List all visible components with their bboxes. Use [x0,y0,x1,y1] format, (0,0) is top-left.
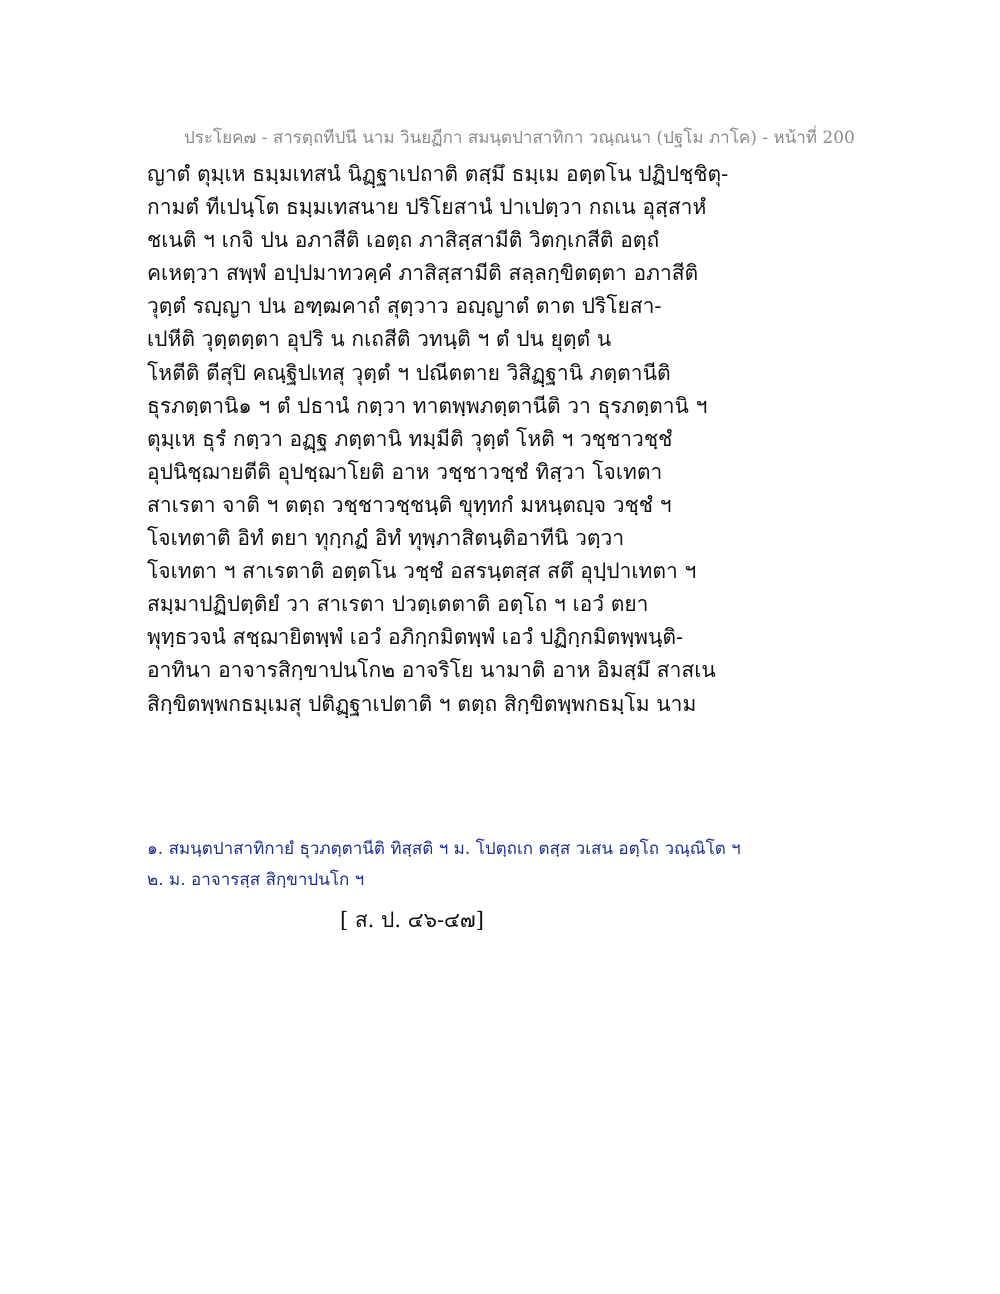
text-line: กามตํ ทีเปนฺโต ธมฺมเทสนาย ปริโยสานํ ปาเปตฺวา กถเน อุสฺสาหํ [147,195,707,220]
text-line: คเหตฺวา สพฺพํ อปฺปมาทวคฺคํ ภาสิสฺสามีติ สลฺลกฺขิตตฺตา อภาสีติ [147,261,699,286]
text-line: โหตีติ ตีสุปิ คณฺฐิปเทสุ วุตฺตํ ฯ ปณีตตาย วิสิฏฺฐานิ ภตฺตานีติ [147,360,671,385]
page-reference: [ ส. ป. ๔๖-๔๗] [340,908,484,932]
text-line: สมฺมาปฏิปตฺติยํ วา สาเรตา ปวตฺเตตาติ อตฺโถ ฯ เอวํ ตยา [147,592,649,617]
text-line: โจเทตาติ อิทํ ตยา ทุกฺกฏํ อิทํ ทุพฺภาสิตนฺติอาทีนิ วตฺวา [147,526,625,551]
text-line: ธุรภตฺตานิ๑ ฯ ตํ ปธานํ กตฺวา ทาตพฺพภตฺตานีติ วา ธุรภตฺตานิ ฯ [147,393,708,418]
text-line: ญาตํ ตุมฺเห ธมฺมเทสนํ นิฏฺฐาเปถาติ ตสฺมึ ธมฺเม อตฺตโน ปฏิปชฺชิตุ- [147,162,729,186]
footnotes [147,834,867,896]
text-line: สาเรตา จาติ ฯ ตตฺถ วชฺชาวชฺชนฺติ ขุทฺทกํ มหนฺตญฺจ วชฺชํ ฯ [147,492,672,517]
text-line: วุตฺตํ รญฺญา ปน อฑฺฒคาถํ สุตฺวาว อญฺญาตํ ตาต ปริโยสา- [147,294,662,319]
footnote-1: ๑. สมนฺตปาสาทิกายํ ธุวภตฺตานีติ ทิสฺสติ ฯ ม. โปตฺถเก ตสฺส วเสน อตฺโถ วณฺณิโต ฯ [147,839,741,859]
text-line: ชเนติ ฯ เกจิ ปน อภาสีติ เอตฺถ ภาสิสฺสามีติ วิตกฺเกสีติ อตฺถํ [147,228,660,253]
text-line: พุทฺธวจนํ สชฺฌายิตพฺพํ เอวํ อภิกฺกมิตพฺพํ เอวํ ปฏิกฺกมิตพฺพนฺติ- [147,625,684,650]
text-line: อุปนิชฺฌายตีติ อุปชฺฌาโยติ อาห วชฺชาวชฺชํ ทิสฺวา โจเทตา [147,459,663,484]
text-line: สิกฺขิตพฺพกธมฺเมสุ ปติฏฺฐาเปตาติ ฯ ตตฺถ สิกฺขิตพฺพกธมฺโม นาม [147,691,697,716]
running-header: ประโยค๗ - สารตฺถทีปนี นาม วินยฏีกา สมนฺตปาสาทิกา วณฺณนา (ปฐโม ภาโค) - หน้าที่ 200 [184,128,855,148]
main-text [147,158,867,721]
text-line: โจเทตา ฯ สาเรตาติ อตฺตโน วชฺชํ อสรนฺตสฺส สตึ อุปฺปาเทตา ฯ [147,559,697,584]
text-line: อาทินา อาจารสิกฺขาปนโก๒ อาจริโย นามาติ อาห อิมสฺมึ สาสเน [147,658,716,683]
text-line: เปหีติ วุตฺตตฺตา อุปริ น กเถสีติ วทนฺติ ฯ ตํ ปน ยุตฺตํ น [147,327,612,352]
text-line: ตุมฺเห ธุรํ กตฺวา อฏฺฐ ภตฺตานิ ทมฺมีติ วุตฺตํ โหติ ฯ วชฺชาวชฺชํ [147,426,673,451]
footnote-2: ๒. ม. อาจารสฺส สิกฺขาปนโก ฯ [147,870,365,890]
